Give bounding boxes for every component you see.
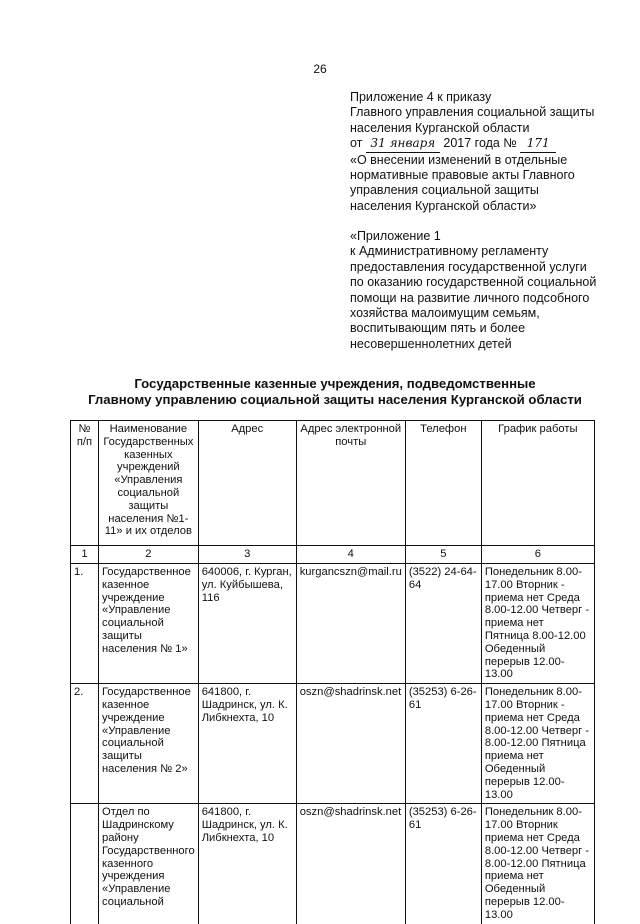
- row-schedule: Понедельник 8.00-17.00 Вторник - приема нет Среда 8.00-12.00 Четверг - приема нет Пятница 8.00-12.00 Обеденный перерыв 12.00-13.00: [481, 564, 594, 684]
- header-line: Приложение 4 к приказу: [350, 90, 492, 104]
- document-title: [70, 376, 600, 408]
- row-address: 641800, г. Шадринск, ул. К. Либкнехта, 10: [198, 804, 296, 924]
- subject-line: нормативные правовые акты Главного: [350, 168, 575, 183]
- column-number: 5: [405, 546, 481, 564]
- annex-line: помощи на развитие личного подсобного: [350, 290, 590, 305]
- title-line-1: Государственные казенные учреждения, подведомственные: [134, 376, 536, 391]
- header-no: № п/п: [71, 421, 99, 546]
- row-phone: (35253) 6-26-61: [405, 804, 481, 924]
- annex-line: «Приложение 1: [350, 229, 441, 243]
- row-name: Отдел по Шадринскому району Государственного казенного учреждения «Управление социальной: [99, 804, 199, 924]
- header-address: Адрес: [198, 421, 296, 546]
- date-prefix: от: [350, 136, 363, 151]
- page-number: 26: [313, 62, 327, 76]
- header-name: Наименование Государственных казенных учреждений «Управления социальной защиты населения №1-11» и их отделов: [99, 421, 199, 546]
- institutions-table: [70, 420, 595, 924]
- header-line: Главного управления социальной защиты: [350, 105, 595, 120]
- subject-line: «О внесении изменений в отдельные: [350, 152, 568, 167]
- column-number: 3: [198, 546, 296, 564]
- annex-line: хозяйства малоимущим семьям,: [350, 306, 540, 321]
- column-number-row: [71, 546, 595, 564]
- header-schedule: График работы: [481, 421, 594, 546]
- header-phone: Телефон: [405, 421, 481, 546]
- column-number: 2: [99, 546, 199, 564]
- annex-line: предоставления государственной услуги: [350, 259, 587, 274]
- row-email: oszn@shadrinsk.net: [296, 804, 405, 924]
- annex-line: к Административному регламенту: [350, 244, 549, 259]
- row-email: oszn@shadrinsk.net: [296, 684, 405, 804]
- header-email: Адрес электронной почты: [296, 421, 405, 546]
- column-number: 1: [71, 546, 99, 564]
- title-line-2: Главному управлению социальной защиты населения Курганской области: [88, 392, 582, 407]
- row-no: [71, 804, 99, 924]
- table-row: [71, 564, 595, 684]
- annex-line: несовершеннолетних детей: [350, 336, 512, 351]
- annex-header: [350, 229, 625, 352]
- row-schedule: Понедельник 8.00-17.00 Вторник - приема нет Среда 8.00-12.00 Четверг - 8.00-12.00 Пятница приема нет Обеденный перерыв 12.00-13.00: [481, 684, 594, 804]
- subject-line: населения Курганской области»: [350, 198, 537, 213]
- row-schedule: Понедельник 8.00-17.00 Вторник приема нет Среда 8.00-12.00 Четверг - 8.00-12.00 Пятница приема нет Обеденный перерыв 12.00-13.00: [481, 804, 594, 924]
- annex-line: воспитывающим пять и более: [350, 321, 526, 336]
- column-number: 4: [296, 546, 405, 564]
- date-year: 2017 года №: [443, 136, 517, 151]
- column-number: 6: [481, 546, 594, 564]
- subject-line: управления социальной защиты: [350, 183, 539, 198]
- row-name: Государственное казенное учреждение «Управление социальной защиты населения № 2»: [99, 684, 199, 804]
- row-address: 640006, г. Курган, ул. Куйбышева, 116: [198, 564, 296, 684]
- row-name: Государственное казенное учреждение «Управление социальной защиты населения № 1»: [99, 564, 199, 684]
- header-line: населения Курганской области: [350, 120, 530, 135]
- table-row: [71, 684, 595, 804]
- row-phone: (3522) 24-64-64: [405, 564, 481, 684]
- row-address: 641800, г. Шадринск, ул. К. Либкнехта, 10: [198, 684, 296, 804]
- row-no: 2.: [71, 684, 99, 804]
- row-phone: (35253) 6-26-61: [405, 684, 481, 804]
- handwritten-number: 171: [520, 136, 556, 152]
- annex-line: по оказанию государственной социальной: [350, 275, 597, 290]
- handwritten-date: 31 января: [366, 136, 440, 152]
- table-header-row: [71, 421, 595, 546]
- table-row: [71, 804, 595, 924]
- row-email: kurgancszn@mail.ru: [296, 564, 405, 684]
- row-no: 1.: [71, 564, 99, 684]
- order-header: [350, 90, 620, 214]
- order-date-line: [350, 136, 620, 152]
